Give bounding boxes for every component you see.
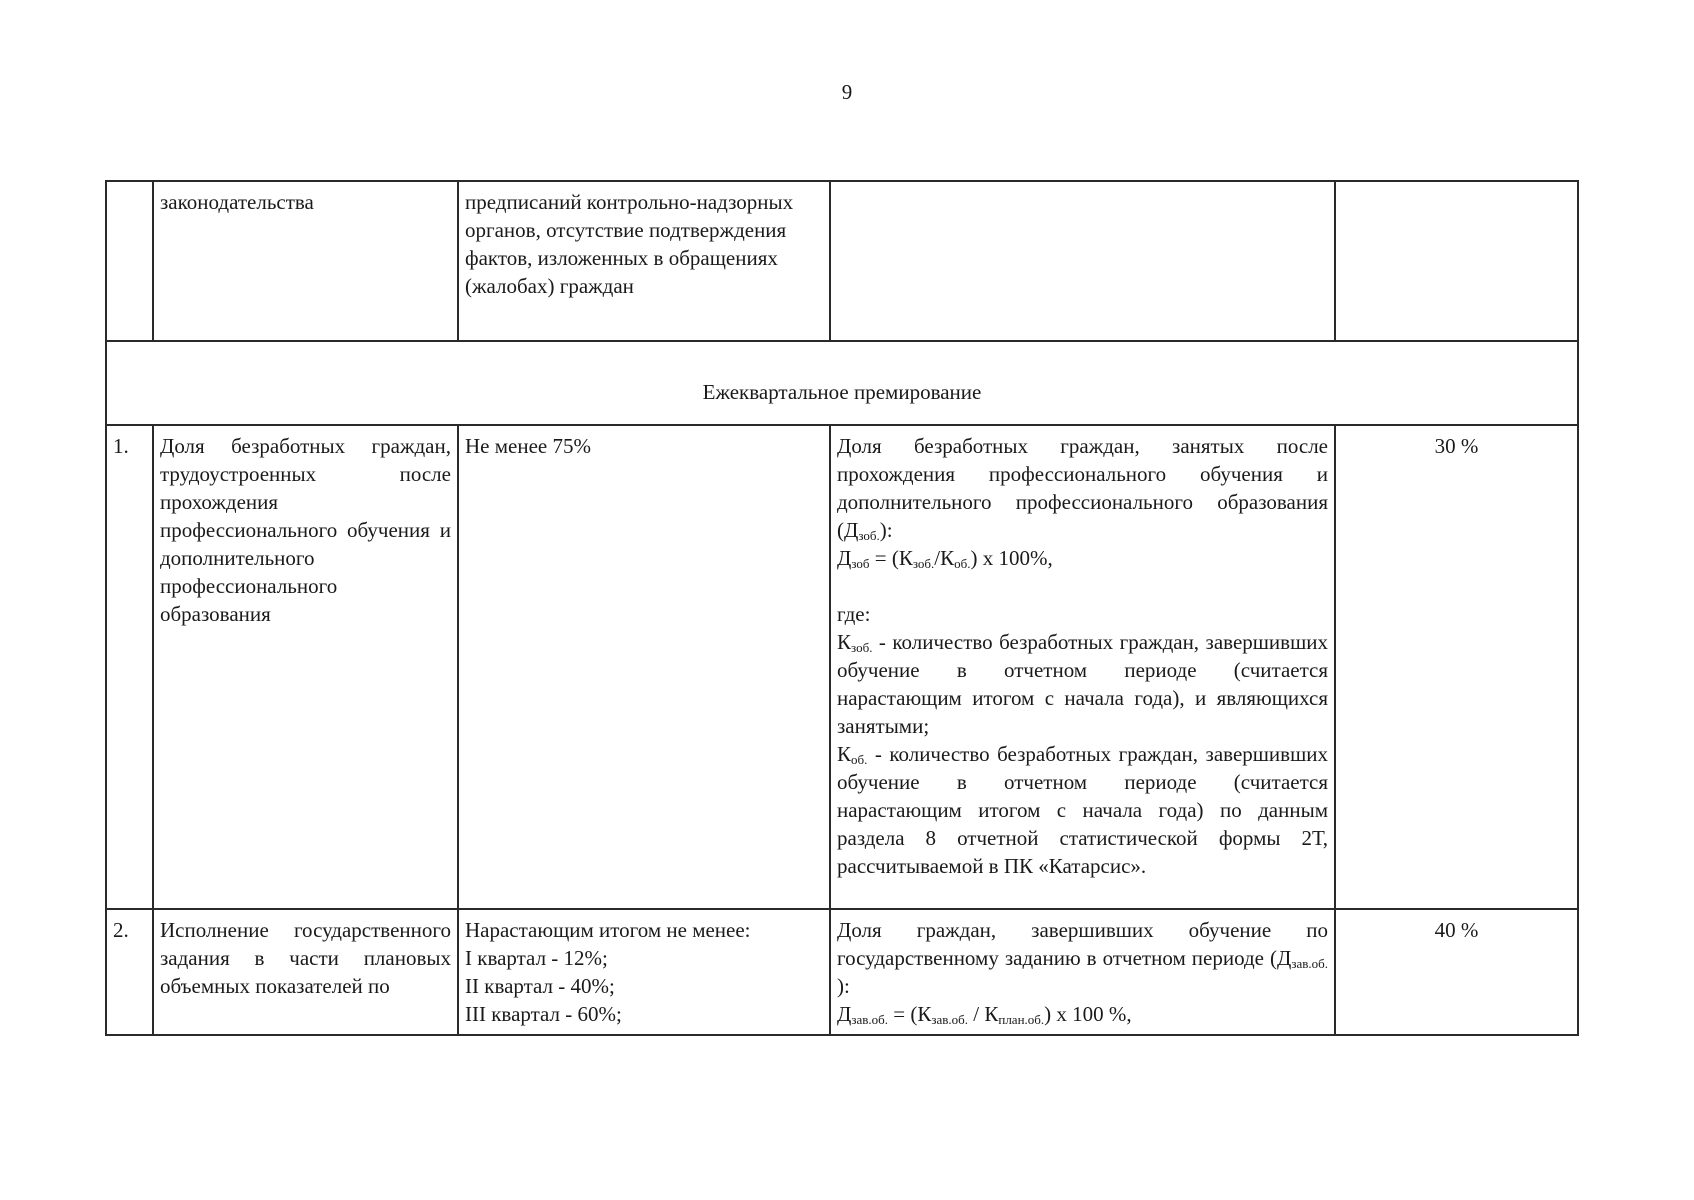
target-text: Не менее 75% [458,425,830,909]
description-intro: Доля безработных граждан, занятых после прохождения профессионального обучения и дополнительного профессионального образования $(Д_{зоб.})$: [837,434,1328,543]
definition-k1: $К_{зоб.}$ - количество безработных граждан, завершивших обучение в отчетном периоде (считается нарастающим итогом с начала года), и являющихся занятыми; [837,630,1328,738]
criteria-table [105,180,1579,1036]
formula: $Д_{зав.об.} = (К_{зав.об.} / К_{план.об.})$ х 100 %, [837,1002,1132,1027]
weight-value: 40 % [1335,909,1578,1035]
cell-target: предписаний контрольно-надзорных органов, отсутствие подтверждения фактов, изложенных в обращениях (жалобах) граждан [458,181,830,341]
target-line: I квартал - 12%; [465,946,608,970]
table-row-continuation [106,181,1578,341]
cell-description [830,181,1335,341]
where-label: где: [837,602,871,626]
target-cell [458,909,830,1035]
target-line: Нарастающим итогом не менее: [465,918,751,942]
cell-number [106,181,153,341]
cell-weight [1335,181,1578,341]
target-line: III квартал - 60%; [465,1002,622,1026]
cell-indicator: законодательства [153,181,458,341]
row-number: 1. [106,425,153,909]
indicator-text: Исполнение государственного задания в части плановых объемных показателей по [153,909,458,1035]
description-cell [830,909,1335,1035]
table-row-2 [106,909,1578,1035]
spacer [837,572,1328,600]
table-row-1 [106,425,1578,909]
description-cell [830,425,1335,909]
indicator-text: Доля безработных граждан, трудоустроенных после прохождения профессионального обучения и дополнительного профессионального образования [153,425,458,909]
page-number: 9 [841,80,853,104]
row-number: 2. [106,909,153,1035]
formula: $Д_{зоб} = (К_{зоб.}/К_{об.})$ х 100%, [837,546,1053,571]
description-intro: Доля граждан, завершивших обучение по государственному заданию в отчетном периоде ($Д_{зав.об.}$ ): [837,918,1328,998]
weight-value: 30 % [1335,425,1578,909]
target-line: II квартал - 40%; [465,974,615,998]
definition-k2: $К_{об.}$ - количество безработных граждан, завершивших обучение в отчетном периоде (считается нарастающим итогом с начала года) по данным раздела 8 отчетной статистической формы 2Т, рассчитываемой в ПК «Катарсис». [837,742,1328,878]
section-header-row [106,341,1578,425]
section-title: Ежеквартальное премирование [106,341,1578,425]
